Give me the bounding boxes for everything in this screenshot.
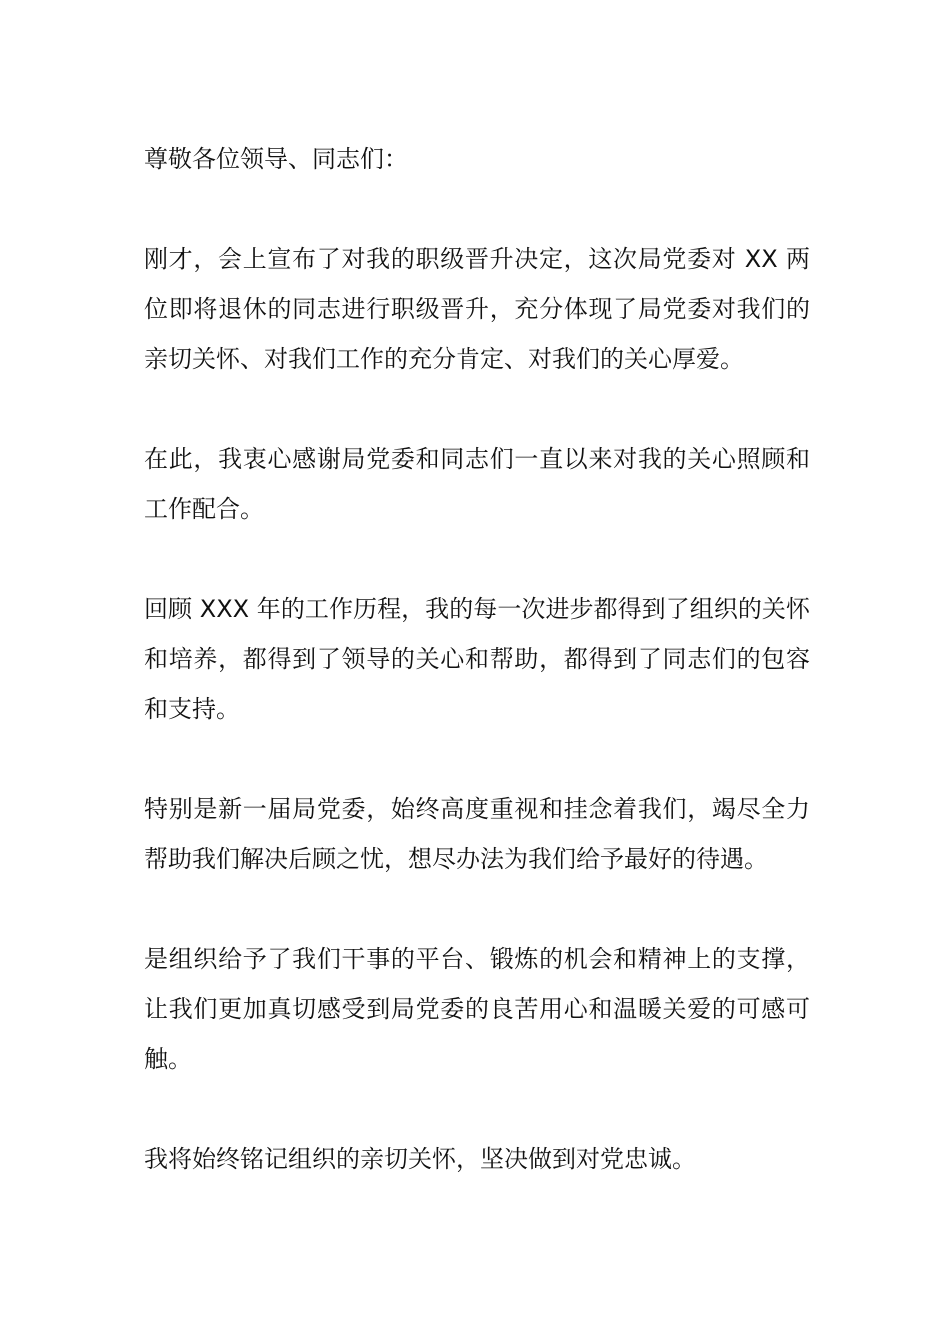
paragraph-4: 特别是新一届局党委，始终高度重视和挂念着我们，竭尽全力帮助我们解决后顾之忧，想尽办法为我们给予最好的待遇。 — [144, 795, 810, 873]
paragraph-2: 在此，我衷心感谢局党委和同志们一直以来对我的关心照顾和工作配合。 — [144, 445, 810, 523]
salutation: 尊敬各位领导、同志们： — [144, 145, 408, 173]
paragraph-6: 我将始终铭记组织的亲切关怀，坚决做到对党忠诚。 — [144, 1145, 696, 1173]
paragraph-3: 回顾 XXX 年的工作历程，我的每一次进步都得到了组织的关怀和培养，都得到了领导的关心和帮助，都得到了同志们的包容和支持。 — [144, 595, 810, 723]
paragraph-1: 刚才，会上宣布了对我的职级晋升决定，这次局党委对 XX 两位即将退休的同志进行职级晋升，充分体现了局党委对我们的亲切关怀、对我们工作的充分肯定、对我们的关心厚爱。 — [144, 245, 810, 373]
document-body — [144, 134, 810, 1234]
paragraph-5: 是组织给予了我们干事的平台、锻炼的机会和精神上的支撑，让我们更加真切感受到局党委的良苦用心和温暖关爱的可感可触。 — [144, 945, 810, 1073]
